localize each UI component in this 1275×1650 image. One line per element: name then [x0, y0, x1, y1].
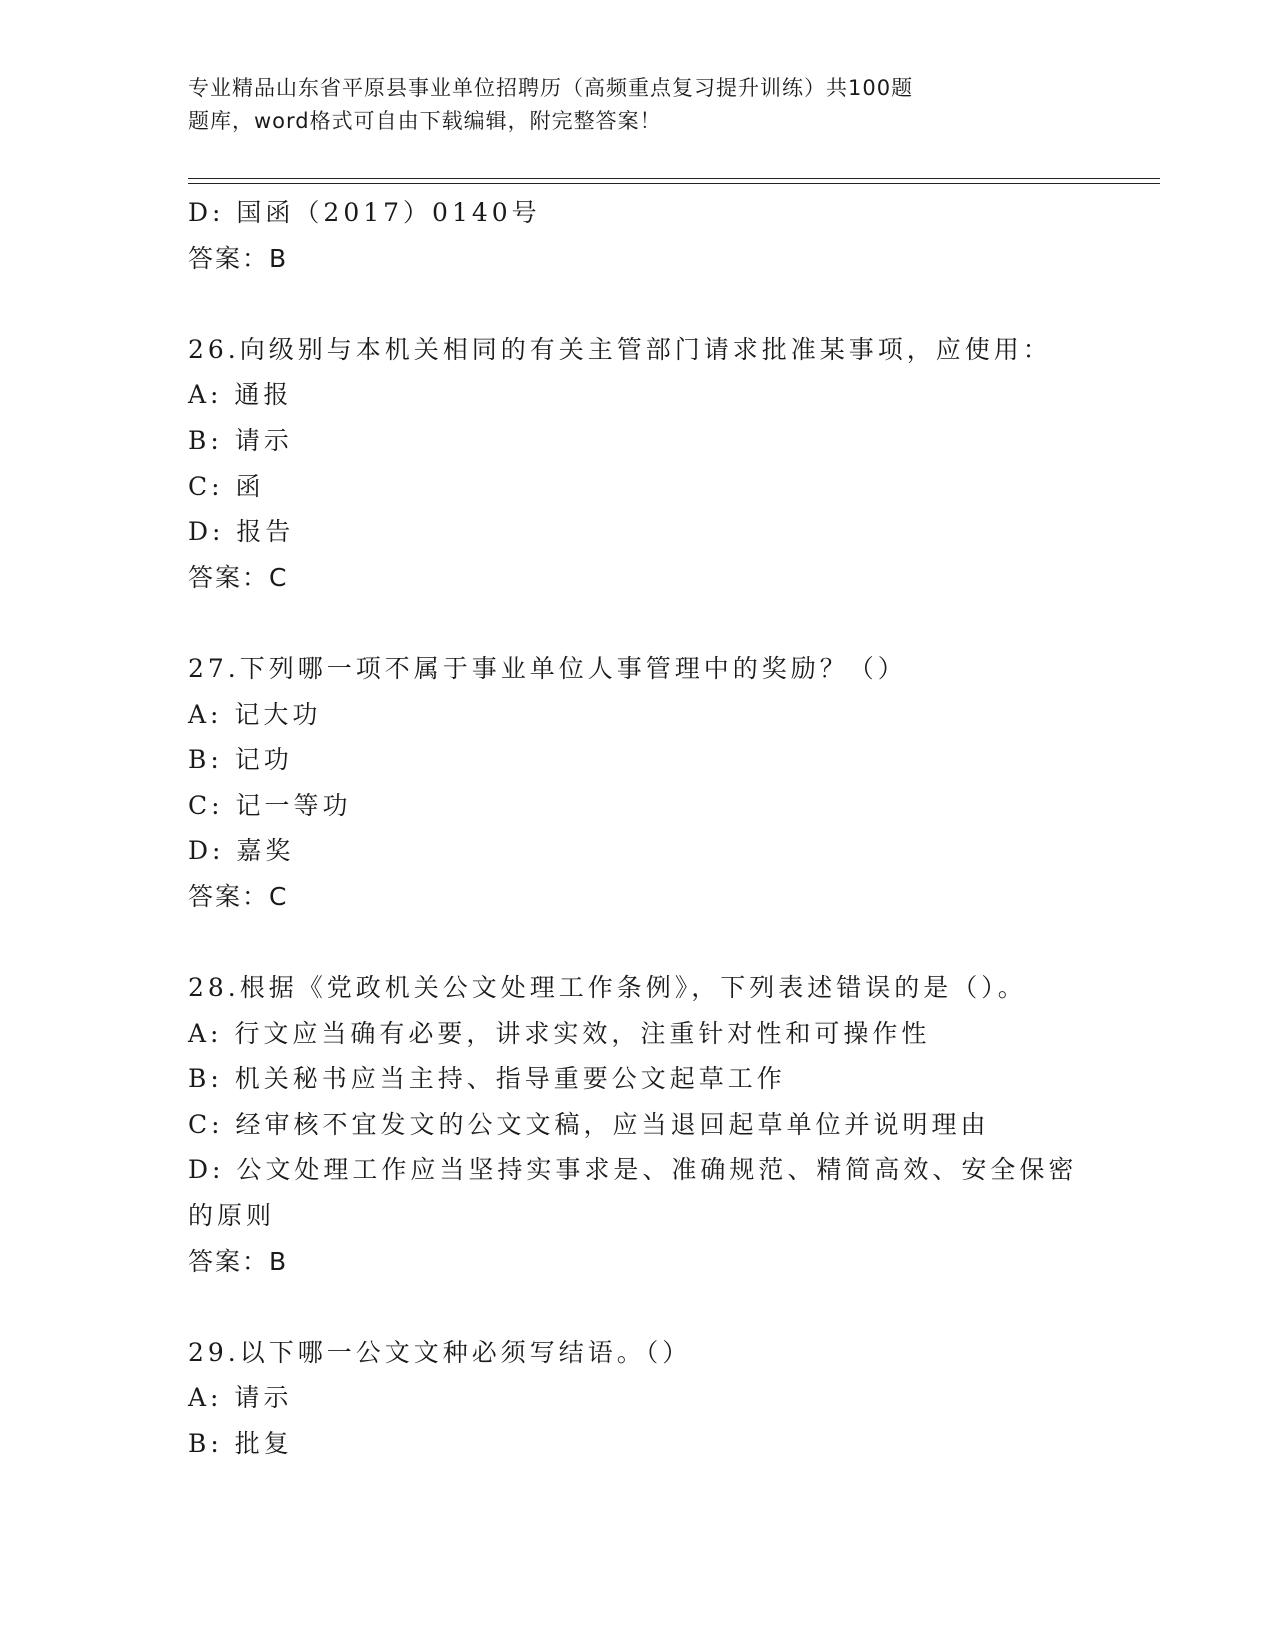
option-c: C: 记一等功 — [188, 790, 352, 820]
question-text: 28.根据《党政机关公文处理工作条例》，下列表述错误的是（）。 — [188, 973, 1027, 1003]
option-d: D: 公文处理工作应当坚持实事求是、准确规范、精简高效、安全保密 — [188, 1155, 1078, 1185]
question-29 — [188, 1330, 1088, 1467]
question-27 — [188, 646, 1088, 920]
option-a: A: 行文应当确有必要，讲求实效，注重针对性和可操作性 — [188, 1018, 931, 1048]
option-d: D: 报告 — [188, 517, 295, 547]
header-title-line-2: 题库，word格式可自由下载编辑，附完整答案！ — [188, 109, 662, 133]
option-c: C: 经审核不宜发文的公文文稿，应当退回起草单位并说明理由 — [188, 1109, 990, 1139]
header-title-line-1: 专业精品山东省平原县事业单位招聘历（高频重点复习提升训练）共100题 — [188, 76, 914, 100]
option-a: A: 通报 — [188, 380, 293, 410]
spacer — [188, 920, 1088, 966]
answer: 答案：C — [188, 881, 289, 911]
option-d: D: 国函（2017）0140号 — [188, 198, 541, 227]
document-header — [188, 72, 1068, 138]
option-a: A: 请示 — [188, 1383, 293, 1413]
question-text: 26.向级别与本机关相同的有关主管部门请求批准某事项，应使用： — [188, 334, 1052, 364]
question-28 — [188, 965, 1088, 1284]
spacer — [188, 281, 1088, 327]
option-b: B: 请示 — [188, 425, 293, 455]
header-divider-top — [188, 178, 1160, 179]
answer: 答案：B — [188, 243, 289, 273]
question-text: 29.以下哪一公文文种必须写结语。（） — [188, 1337, 692, 1367]
option-d-continued: 的原则 — [188, 1201, 276, 1231]
question-list — [188, 190, 1088, 1467]
option-b: B: 批复 — [188, 1429, 293, 1459]
spacer — [188, 1284, 1088, 1330]
header-divider-bottom — [188, 183, 1160, 184]
question-text: 27.下列哪一项不属于事业单位人事管理中的奖励？（） — [188, 653, 907, 683]
option-a: A: 记大功 — [188, 699, 322, 729]
option-b: B: 记功 — [188, 745, 293, 775]
spacer — [188, 600, 1088, 646]
answer: 答案：C — [188, 562, 289, 592]
option-d: D: 嘉奖 — [188, 836, 295, 866]
question-26 — [188, 327, 1088, 601]
question-25-tail — [188, 190, 1088, 281]
answer: 答案：B — [188, 1246, 289, 1276]
option-c: C: 函 — [188, 471, 265, 501]
option-b: B: 机关秘书应当主持、指导重要公文起草工作 — [188, 1064, 786, 1094]
